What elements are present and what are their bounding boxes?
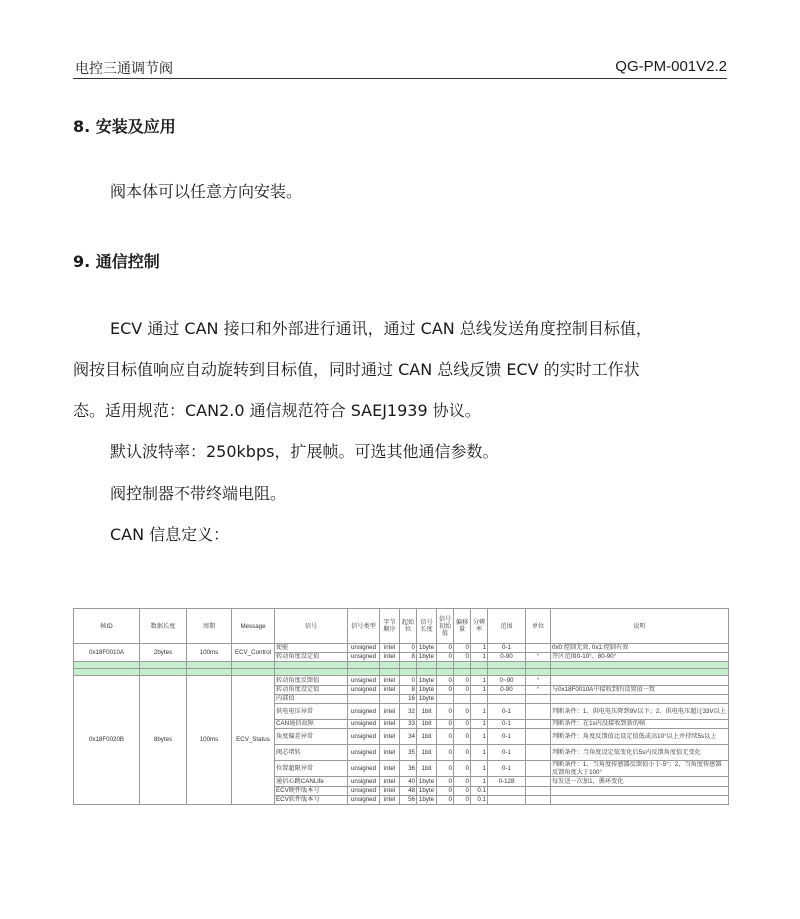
table-cell: 0 [454,685,471,694]
separator-cell [232,669,275,676]
col-data-length: 数据长度 [140,609,187,644]
table-cell: 1byte [417,653,437,662]
table-cell: 0-1 [488,703,526,719]
table-cell: 供电电压异常 [275,703,348,719]
table-cell [454,694,471,703]
table-cell [526,761,551,777]
can-message-table [73,608,728,805]
table-cell: ° [526,653,551,662]
frame-msg: ECV_Status [232,676,275,805]
frame-len: 2bytes [140,644,187,662]
table-cell: 0 [454,703,471,719]
table-cell: 0 [400,644,417,653]
table-cell: unsigned [348,719,380,728]
table-cell [488,694,526,703]
col-signal: 信号 [275,609,348,644]
separator-cell [488,669,526,676]
table-cell: unsigned [348,786,380,795]
table-cell: 0 [454,676,471,685]
table-cell: 0 [437,795,454,804]
separator-cell [187,662,232,669]
col-start-bit: 起始位 [400,609,417,644]
table-cell [488,786,526,795]
table-cell [526,745,551,761]
table-cell: 0.1 [471,795,488,804]
separator-cell [471,669,488,676]
table-cell: intel [380,719,400,728]
table-cell: intel [380,745,400,761]
table-cell: 0-1 [488,761,526,777]
table-cell: ° [526,676,551,685]
table-cell: intel [380,786,400,795]
table-cell: 1 [471,703,488,719]
table-cell: 0 [454,761,471,777]
separator-cell [275,669,348,676]
table-row [74,676,729,685]
table-cell: 1bit [417,719,437,728]
table-cell: 阀芯堵转 [275,745,348,761]
table-cell: intel [380,676,400,685]
table-cell [551,676,729,685]
separator-cell [551,662,729,669]
col-offset: 偏移量 [454,609,471,644]
table-cell: 0 [454,786,471,795]
table-cell: 33 [400,719,417,728]
col-period: 周期 [187,609,232,644]
table-cell: 8 [400,685,417,694]
table-cell [526,786,551,795]
table-cell [551,795,729,804]
table-cell: ECV软件版本号 [275,795,348,804]
col-signal-type: 信号类型 [348,609,380,644]
table-cell: 0 [437,777,454,786]
table-cell [526,644,551,653]
table-cell [380,694,400,703]
table-cell: 与0x18F0010A中接收到的设置值一致 [551,685,729,694]
table-cell: unsigned [348,676,380,685]
separator-cell [454,662,471,669]
table-cell: 0 [437,745,454,761]
table-separator-row [74,662,729,669]
can-definition-label: CAN 信息定义： [110,525,230,544]
table-cell: unsigned [348,653,380,662]
table-cell: 0 [437,644,454,653]
table-cell: 0x0:控制无效, 0x1:控制有效 [551,644,729,653]
separator-cell [437,662,454,669]
table-cell: 1bit [417,703,437,719]
separator-cell [187,669,232,676]
separator-cell [275,662,348,669]
table-cell: 角度偏差异常 [275,729,348,745]
col-range: 范围 [488,609,526,644]
table-cell: 0-90 [488,653,526,662]
table-cell: 转动角度反馈值 [275,676,348,685]
frame-period: 100ms [187,644,232,662]
table-cell [526,795,551,804]
table-cell: CAN通信故障 [275,719,348,728]
table-cell: 1 [471,745,488,761]
table-cell [551,694,729,703]
table-cell: unsigned [348,703,380,719]
table-cell: 1 [471,777,488,786]
col-resolution: 分辨率 [471,609,488,644]
table-cell: 1byte [417,685,437,694]
table-cell: 判断条件：在1s内没接收到新的帧 [551,719,729,728]
table-cell: intel [380,795,400,804]
table-cell: intel [380,777,400,786]
table-cell: unsigned [348,777,380,786]
table-cell: unsigned [348,685,380,694]
table-cell: unsigned [348,644,380,653]
separator-cell [348,662,380,669]
page-header [73,56,727,79]
table-cell: 转动角度设定值 [275,653,348,662]
table-cell: 0 [454,745,471,761]
frame-period: 100ms [187,676,232,805]
separator-cell [232,662,275,669]
separator-cell [454,669,471,676]
table-cell: 0-1 [488,729,526,745]
section-9-line-1: ECV 通过 CAN 接口和外部进行通讯，通过 CAN 总线发送角度控制目标值， [110,319,652,338]
separator-cell [140,662,187,669]
table-cell: 1byte [417,795,437,804]
termination-line: 阀控制器不带终端电阻。 [110,484,287,503]
table-cell: 16 [400,694,417,703]
table-cell: 1 [471,761,488,777]
table-cell: 每发送一次加1，循环变化 [551,777,729,786]
table-cell: 48 [400,786,417,795]
table-cell: unsigned [348,745,380,761]
table-cell: 1byte [417,644,437,653]
header-title: 电控三通调节阀 [75,61,173,77]
table-cell: 1byte [417,676,437,685]
separator-cell [380,669,400,676]
table-cell: intel [380,685,400,694]
table-cell [526,719,551,728]
col-signal-length: 信号长度 [417,609,437,644]
table-cell: 0 [400,676,417,685]
separator-cell [400,662,417,669]
col-description: 说明 [551,609,729,644]
table-cell: 位置超限异常 [275,761,348,777]
table-cell: 0-90 [488,685,526,694]
col-byte-order: 字节顺序 [380,609,400,644]
table-cell: unsigned [348,795,380,804]
table-cell: 0-128 [488,777,526,786]
separator-cell [488,662,526,669]
table-cell: 0-1 [488,644,526,653]
table-cell: 0 [437,703,454,719]
table-cell: 40 [400,777,417,786]
table-cell: 判断条件：1、供电电压降到9V以下；2、供电电压超过33V以上 [551,703,729,719]
table-cell: 判断条件：角度反馈值比设定值低或高10°以上并持续5s以上 [551,729,729,745]
table-cell: 1 [471,644,488,653]
col-frame-id: 帧ID [74,609,140,644]
table-cell: 1bit [417,761,437,777]
table-cell: 0-1 [488,745,526,761]
header-doc-number: QG-PM-001V2.2 [615,58,727,75]
separator-cell [526,662,551,669]
table-cell: 0 [454,653,471,662]
frame-id: 0x18F0010A [74,644,140,662]
section-8-heading: 8. 安装及应用 [73,117,176,136]
table-cell [526,777,551,786]
table-cell: 0 [437,761,454,777]
table-cell: 0 [437,676,454,685]
table-cell [526,703,551,719]
table-cell [526,694,551,703]
table-cell: 1 [471,676,488,685]
table-cell: 0-1 [488,719,526,728]
table-cell [348,694,380,703]
table-cell: 34 [400,729,417,745]
table-cell: 0 [454,795,471,804]
section-9-line-2: 阀按目标值响应自动旋转到目标值，同时通过 CAN 总线反馈 ECV 的实时工作状 [73,360,640,379]
separator-cell [400,669,417,676]
table-header-row [74,609,729,644]
table-cell: 开区范围0-10°、80-90° [551,653,729,662]
separator-cell [74,669,140,676]
separator-cell [526,669,551,676]
separator-cell [140,669,187,676]
table-cell [437,694,454,703]
table-cell: 判断条件：1、当角度传感器反馈值小于-5°；2、当角度传感器反馈角度大于100° [551,761,729,777]
separator-cell [417,662,437,669]
table-cell: 1 [471,729,488,745]
table-cell: 0.1 [471,786,488,795]
table-cell: 35 [400,745,417,761]
table-cell: 32 [400,703,417,719]
section-9-heading: 9. 通信控制 [73,252,160,271]
table-cell: 内部值 [275,694,348,703]
frame-id: 0x18F0020B [74,676,140,805]
table-cell [471,694,488,703]
frame-len: 8bytes [140,676,187,805]
table-cell: 1byte [417,777,437,786]
table-row [74,644,729,653]
col-unit: 单位 [526,609,551,644]
table-cell: 0 [437,653,454,662]
table-cell: 1bit [417,745,437,761]
table-cell: 0 [454,644,471,653]
table-cell: 0 [454,777,471,786]
table-cell: 1bit [417,729,437,745]
table-cell: 0 [454,729,471,745]
table-cell: 0 [437,786,454,795]
table-cell: unsigned [348,729,380,745]
section-9-line-3: 态。适用规范：CAN2.0 通信规范符合 SAEJ1939 协议。 [73,401,481,420]
table-cell: intel [380,729,400,745]
table-cell: intel [380,761,400,777]
table-separator-row [74,669,729,676]
separator-cell [74,662,140,669]
separator-cell [348,669,380,676]
table-cell: 通信心跳CANLife [275,777,348,786]
table-cell: intel [380,703,400,719]
table-cell: 8 [400,653,417,662]
table-cell: 0~90 [488,676,526,685]
separator-cell [437,669,454,676]
table-cell: 0 [437,729,454,745]
section-8-paragraph: 阀本体可以任意方向安装。 [110,182,303,201]
table-cell: 判断条件：当角度设定值变化后5s内反馈角度值无变化 [551,745,729,761]
table-cell: 36 [400,761,417,777]
table-cell [488,795,526,804]
separator-cell [471,662,488,669]
frame-msg: ECV_Control [232,644,275,662]
table-cell: 0 [437,719,454,728]
table-cell [526,729,551,745]
table-cell: 1byte [417,786,437,795]
table-cell: ECV硬件版本号 [275,786,348,795]
table-cell: 1 [471,685,488,694]
table-cell: 0 [437,685,454,694]
table-cell: 56 [400,795,417,804]
table-cell: 转动角度设定值 [275,685,348,694]
table-cell: 1 [471,719,488,728]
table-cell: 1byte [417,694,437,703]
table-cell: unsigned [348,761,380,777]
separator-cell [551,669,729,676]
table-cell: 1 [471,653,488,662]
separator-cell [380,662,400,669]
table-cell: 使能 [275,644,348,653]
col-initial-value: 信号初始值 [437,609,454,644]
table-cell: intel [380,644,400,653]
table-cell: 0 [454,719,471,728]
table-cell: intel [380,653,400,662]
separator-cell [417,669,437,676]
table-cell [551,786,729,795]
col-message: Message [232,609,275,644]
table-cell: ° [526,685,551,694]
baud-rate-line: 默认波特率：250kbps，扩展帧。可选其他通信参数。 [110,442,499,461]
